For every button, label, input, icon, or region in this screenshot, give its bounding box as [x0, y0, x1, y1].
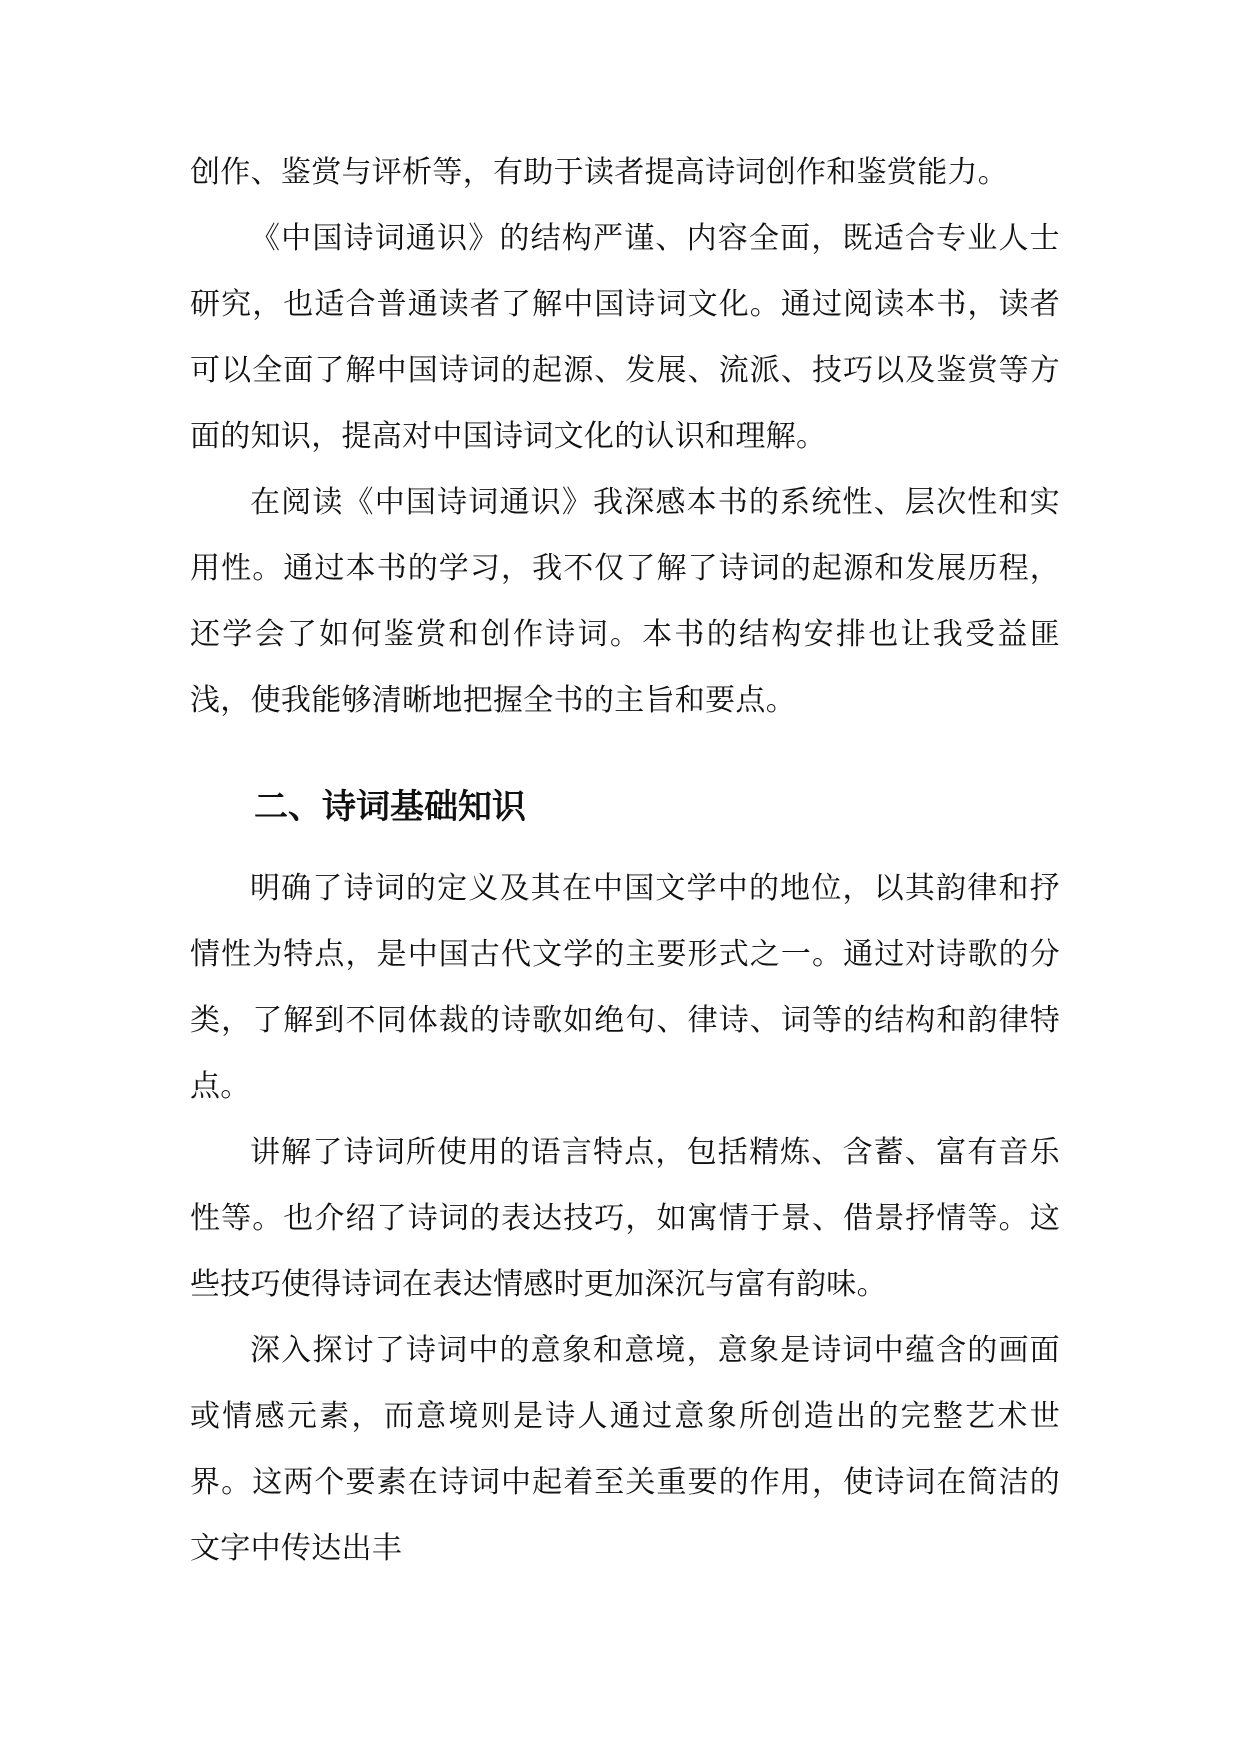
- paragraph-reading-reflection: 在阅读《中国诗词通识》我深感本书的系统性、层次性和实用性。通过本书的学习，我不仅了解了诗词的起源和发展历程，还学会了如何鉴赏和创作诗词。本书的结构安排也让我受益匪浅，使我能够清晰地把握全书的主旨和要点。: [190, 485, 1060, 718]
- document-body: [190, 140, 1060, 1582]
- paragraph-book-overview: 《中国诗词通识》的结构严谨、内容全面，既适合专业人士研究，也适合普通读者了解中国诗词文化。通过阅读本书，读者可以全面了解中国诗词的起源、发展、流派、技巧以及鉴赏等方面的知识，提高对中国诗词文化的认识和理解。: [190, 221, 1060, 454]
- paragraph-continuation: 创作、鉴赏与评析等，有助于读者提高诗词创作和鉴赏能力。: [190, 155, 1009, 190]
- section-heading: 二、诗词基础知识: [254, 787, 526, 827]
- paragraph-language-features: 讲解了诗词所使用的语言特点，包括精炼、含蓄、富有音乐性等。也介绍了诗词的表达技巧，如寓情于景、借景抒情等。这些技巧使得诗词在表达情感时更加深沉与富有韵味。: [190, 1135, 1060, 1302]
- paragraph-imagery: 深入探讨了诗词中的意象和意境，意象是诗词中蕴含的画面或情感元素，而意境则是诗人通过意象所创造出的完整艺术世界。这两个要素在诗词中起着至关重要的作用，使诗词在简洁的文字中传达出丰: [190, 1333, 1060, 1566]
- paragraph-poetry-definition: 明确了诗词的定义及其在中国文学中的地位，以其韵律和抒情性为特点，是中国古代文学的主要形式之一。通过对诗歌的分类，了解到不同体裁的诗歌如绝句、律诗、词等的结构和韵律特点。: [190, 871, 1060, 1104]
